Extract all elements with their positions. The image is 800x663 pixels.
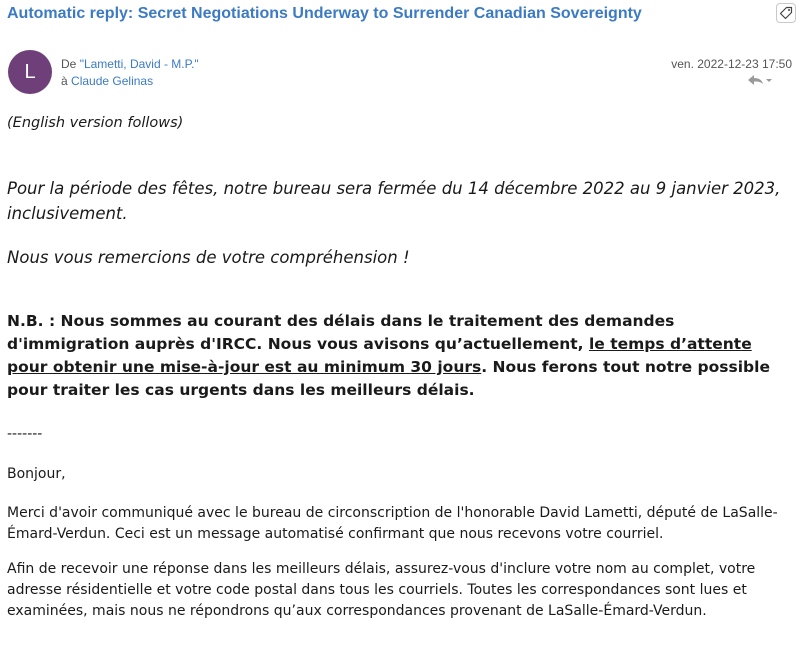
sender-name[interactable]: "Lametti, David - M.P." — [79, 57, 199, 71]
recipient-name[interactable]: Claude Gelinas — [71, 74, 154, 88]
from-label: De — [61, 57, 77, 71]
message-header — [0, 44, 800, 100]
nb-notice — [7, 310, 793, 402]
greeting: Bonjour, — [7, 466, 66, 482]
nb-text-start: N.B. : Nous sommes au courant des délais dans le traitement des demandes d'immigration auprès d'IRCC. Nous vous avisons qu’actuellement, — [7, 312, 675, 353]
body-paragraph-1: Merci d'avoir communiqué avec le bureau de circonscription de l'honorable David Lametti, député de LaSalle-Émard-Verdun. Ceci est un message automatisé confirmant que nous recevons votre courriel. — [7, 505, 778, 542]
body-paragraph-2: Afin de recevoir une réponse dans les meilleurs délais, assurez-vous d'inclure votre nom au complet, votre adresse résidentielle et votre code postal dans tous les courriels. Toutes les correspondances sont lues et examinées, mais nous ne répondrons qu’aux correspondances provenant de LaSalle-Émard-Verdun. — [7, 561, 756, 619]
message-body — [7, 112, 793, 622]
from-line — [61, 57, 199, 71]
english-version-note: (English version follows) — [7, 115, 184, 131]
subject-bar — [0, 0, 800, 32]
separator: ------- — [7, 426, 43, 442]
to-line — [61, 74, 153, 88]
nb-text-end: . Nous ferons tout notre possible pour traiter les cas urgents dans les meilleurs délais. — [7, 358, 770, 399]
to-label: à — [61, 74, 68, 88]
holiday-notice: Pour la période des fêtes, notre bureau sera fermée du 14 décembre 2022 au 9 janvier 2023, inclusivement. — [7, 179, 781, 223]
tag-button[interactable] — [776, 3, 796, 23]
avatar: L — [8, 50, 52, 94]
nb-underlined-text: le temps d’attente pour obtenir une mise-à-jour est au minimum 30 jours — [7, 335, 752, 376]
tag-icon — [779, 6, 793, 20]
message-subject: Automatic reply: Secret Negotiations Underway to Surrender Canadian Sovereignty — [7, 5, 642, 22]
message-date: ven. 2022-12-23 17:50 — [671, 57, 792, 71]
reply-icon[interactable] — [746, 72, 772, 88]
thanks-text: Nous vous remercions de votre compréhension ! — [7, 248, 410, 267]
